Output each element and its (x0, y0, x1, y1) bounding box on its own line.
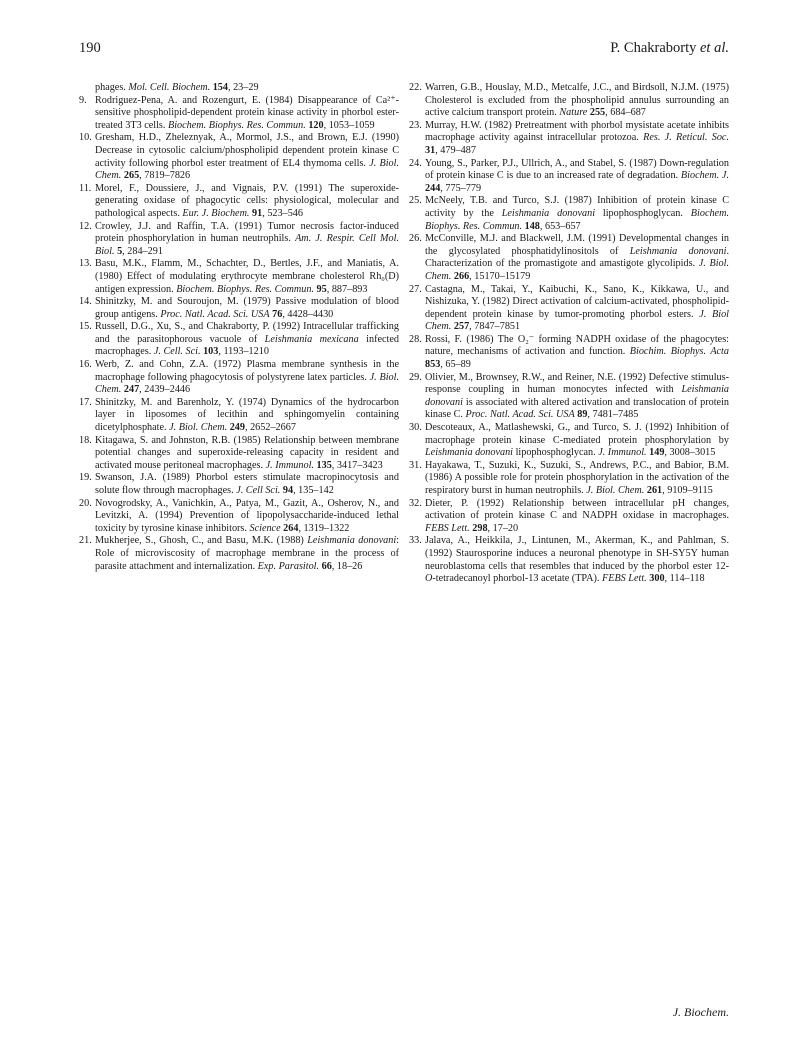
reference-volume: 247 (123, 384, 140, 396)
page-number: 190 (79, 40, 101, 56)
reference-volume: 135 (316, 459, 332, 471)
reference-volume: 853 (425, 359, 441, 371)
reference-italic: Leishmania donovani (425, 447, 514, 459)
reference-number: 13. (79, 258, 92, 270)
reference-text: , 17–20 (487, 522, 519, 534)
reference-italic: J. Biol. Chem. (169, 422, 228, 434)
reference-volume: 66 (321, 560, 332, 572)
reference-number: 31. (409, 459, 422, 471)
reference-entry (79, 183, 399, 221)
reference-text: is associated with altered activation and translocation of protein kinase C. (425, 396, 729, 421)
reference-text: , 2652–2667 (244, 422, 296, 434)
reference-text: , 523–546 (262, 207, 303, 219)
reference-volume: 257 (453, 321, 470, 333)
reference-volume: 120 (308, 119, 324, 131)
reference-text: , 65–89 (440, 359, 471, 371)
reference-volume: 95 (316, 283, 327, 295)
reference-text: Rossi, F. (1986) The O₂⁻ forming NADPH oxidase of the phagocytes: nature, mechanisms of activation and function. (425, 333, 729, 358)
reference-text: Jalava, A., Heikkila, J., Lintunen, M., Akerman, K., and Pahlman, S. (1992) Staurosporine induces a neuronal phenotype in SH-SY5Y human neuroblastoma cells that resembles that induced by the phorbol ester 12- (425, 535, 729, 572)
reference-italic: J. Biol. Chem. (586, 485, 645, 496)
reference-text: , 3417–3423 (331, 459, 383, 471)
references-left-column (79, 82, 399, 586)
reference-text: Gresham, H.D., Zheleznyak, A., Mormol, J.S., and Brown, E.J. (1990) Decrease in cytosolic calcium/phospholipid dependent protein kinase C activity following phorbol ester treatment of EL4 thymoma cells. (95, 132, 399, 169)
reference-text: Warren, G.B., Houslay, M.D., Metcalfe, J.C., and Birdsoll, N.J.M. (1975) Cholesterol is excluded from the phospholipid annulus surrounding an active calcium transport protein. (425, 82, 729, 119)
reference-text: , 15170–15179 (469, 270, 531, 282)
reference-entry (409, 233, 729, 283)
reference-italic: J. Immunol. (265, 459, 314, 471)
reference-text: Morel, F., Doussiere, J., and Vignais, P.V. (1991) The superoxide-generating oxidase of phagocytic cells: physiological, molecular and pathological aspects. (95, 182, 399, 219)
reference-italic: J. Biol. Chem. (95, 157, 400, 182)
reference-number: 19. (79, 472, 92, 484)
reference-text: Werb, Z. and Cohn, Z.A. (1972) Plasma membrane synthesis in the macrophage following phagocytosis of polystyrene latex particles. (95, 359, 399, 383)
reference-text: Olivier, M., Brownsey, R.W., and Reiner, N.E. (1992) Defective stimulus-response coupling in human monocytes infected with (425, 371, 729, 396)
reference-italic: Biochem. J. (680, 170, 729, 182)
reference-text: : Role of microviscosity of macrophage membrane in the process of parasite attachment and internalization. (95, 535, 399, 572)
reference-text: . Characterization of the promastigote and amastigote glycolipids. (425, 245, 729, 270)
reference-text: , 1319–1322 (298, 522, 350, 534)
references-right-column (409, 82, 729, 586)
reference-number: 9. (79, 94, 87, 106)
reference-text: , 3008–3015 (664, 447, 716, 459)
author-name: P. Chakraborty (610, 40, 697, 56)
reference-volume: 255 (589, 107, 606, 119)
reference-entry (79, 535, 399, 573)
reference-number: 24. (409, 157, 422, 169)
reference-entry (409, 460, 729, 498)
reference-volume: 298 (472, 522, 488, 534)
reference-italic: Am. J. Respir. Cell Mol. Biol. (95, 233, 399, 257)
reference-text: Shinitzky, M. and Souroujon, M. (1979) Passive modulation of blood group antigens. (95, 296, 399, 320)
reference-volume: 103 (203, 346, 219, 358)
reference-italic: Proc. Natl. Acad. Sci. USA (465, 409, 575, 421)
reference-text: Rodriguez-Pena, A. and Rozengurt, E. (1984) Disappearance of Ca²⁺-sensitive phospholipid-dependent protein kinase activity in phorbol ester-treated 3T3 cells. (95, 94, 399, 131)
reference-italic: J. Cell. Sci. (153, 346, 201, 358)
reference-volume: 261 (646, 485, 663, 496)
reference-entry (79, 435, 399, 473)
reference-volume: 31 (425, 144, 436, 156)
reference-entry (79, 397, 399, 435)
reference-italic: J. Biol. Chem. (95, 371, 399, 396)
reference-number: 11. (79, 182, 92, 194)
reference-text: Hayakawa, T., Suzuki, K., Suzuki, S., Andrews, P.C., and Babior, B.M. (1986) A possible role for protein phosphorylation in the activation of the respiratory burst in human neutrophils. (425, 459, 729, 496)
reference-entry (409, 535, 729, 585)
reference-text: , 479–487 (435, 144, 476, 156)
reference-number: 28. (409, 333, 422, 345)
reference-entry (79, 498, 399, 536)
reference-number: 18. (79, 434, 92, 446)
reference-italic: FEBS Lett. (602, 573, 647, 585)
reference-entry (79, 95, 399, 133)
reference-italic: J. Biol Chem. (425, 308, 729, 333)
reference-text: , 4428–4430 (282, 308, 334, 320)
reference-number: 32. (409, 497, 422, 509)
reference-text: , 1053–1059 (323, 119, 375, 131)
reference-entry (79, 132, 399, 182)
reference-italic: Biochim. Biophys. Acta (629, 346, 729, 358)
reference-text: Shinitzky, M. and Barenholz, Y. (1974) Dynamics of the hydrocarbon layer in liposomes of lecithin and sphingomyelin containing dicetylphosphate. (95, 396, 399, 434)
reference-italic: Exp. Parasitol. (257, 560, 320, 572)
reference-italic: Biochem. Biophys. Res. Commun. (425, 207, 729, 232)
reference-text: , 135–142 (293, 485, 334, 496)
reference-number: 26. (409, 233, 422, 245)
reference-entry (409, 422, 729, 460)
reference-volume: 89 (577, 409, 588, 421)
reference-number: 30. (409, 422, 422, 434)
reference-italic: Biochem. Biophys. Res. Commun. (176, 283, 314, 295)
journal-footer: J. Biochem. (672, 1005, 729, 1019)
reference-text: McNeely, T.B. and Turco, S.J. (1987) Inhibition of protein kinase C activity by the (425, 195, 729, 219)
reference-entry (409, 120, 729, 158)
reference-entry (409, 158, 729, 196)
reference-italic: J. Immunol. (598, 447, 647, 459)
reference-entry (79, 258, 399, 296)
reference-italic: Leishmania mexicana (264, 333, 359, 345)
reference-entry (79, 82, 399, 95)
running-header (79, 40, 729, 64)
reference-text: , 9109–9115 (662, 485, 713, 496)
reference-entry (409, 334, 729, 372)
reference-number: 25. (409, 195, 422, 207)
reference-volume: 91 (252, 207, 263, 219)
reference-entry (79, 472, 399, 497)
reference-entry (409, 498, 729, 536)
reference-italic: Biochem. Biophys. Res. Commun. (167, 119, 306, 131)
reference-text: Young, S., Parker, P.J., Ullrich, A., and Stabel, S. (1987) Down-regulation of protein kinase C is due to an increased rate of degradation. (425, 157, 729, 182)
reference-number: 15. (79, 321, 92, 333)
reference-italic: Leishmania donovani (425, 384, 729, 408)
reference-italic: Nature (559, 107, 588, 119)
reference-number: 17. (79, 396, 92, 408)
reference-text: , 684–687 (605, 107, 646, 119)
reference-italic: J. Biol. Chem. (425, 258, 730, 282)
reference-text: Murray, H.W. (1982) Pretreatment with phorbol mysistate acetate inhibits macrophage activity against intracellular protozoa. (425, 119, 729, 144)
reference-number: 12. (79, 220, 92, 232)
reference-entry (79, 359, 399, 397)
reference-text: Mukherjee, S., Ghosh, C., and Basu, M.K. (1988) (95, 535, 308, 547)
reference-text: lipophosphoglycan. (595, 207, 691, 219)
reference-number: 21. (79, 535, 92, 547)
reference-text: Kitagawa, S. and Johnston, R.B. (1985) Relationship between membrane potential changes and superoxide-releasing capacity in resident and activated mouse peritoneal macrophages. (95, 434, 399, 471)
reference-volume: 149 (649, 447, 665, 459)
reference-text: , 775–779 (440, 182, 482, 194)
reference-text: , 18–26 (331, 560, 363, 572)
reference-text: Dieter, P. (1992) Relationship between intracellular pH changes, activation of protein kinase C and NADPH oxidase in macrophages. (425, 497, 729, 522)
et-al: et al. (700, 40, 729, 56)
reference-text: Descoteaux, A., Matlashewski, G., and Turco, S. J. (1992) Inhibition of macrophage protein kinase C-mediated protein phosphorylation by (425, 422, 729, 446)
reference-number: 23. (409, 119, 422, 131)
reference-entry (79, 296, 399, 321)
reference-italic: FEBS Lett. (425, 522, 470, 534)
reference-italic: Leishmania donovani (629, 245, 727, 257)
reference-number: 33. (409, 535, 422, 547)
reference-text: , 887–893 (326, 283, 368, 295)
reference-italic: Eur. J. Biochem. (182, 207, 250, 219)
reference-volume: 244 (425, 182, 441, 194)
reference-text: Russell, D.G., Xu, S., and Chakraborty, P. (1992) Intracellular trafficking and the parasitophorous vacuole of (95, 321, 399, 345)
reference-italic: J. Cell Sci. (236, 485, 281, 496)
reference-volume: 154 (212, 82, 228, 93)
reference-italic: Science (249, 522, 281, 534)
reference-italic: Mol. Cell. Biochem. (128, 82, 211, 93)
reference-number: 20. (79, 497, 92, 509)
reference-text: Castagna, M., Takai, Y., Kaibuchi, K., Sano, K., Kikkawa, U., and Nishizuka, Y. (1982) Direct activation of calcium-activated, phospholipid-dependent protein kinase by tumor-promoting phorbol esters. (425, 283, 729, 320)
reference-italic: Proc. Natl. Acad. Sci. USA (160, 308, 270, 320)
references-list (79, 82, 729, 586)
reference-number: 29. (409, 371, 422, 383)
reference-entry (409, 284, 729, 334)
reference-text: , 284–291 (122, 245, 163, 257)
reference-volume: 249 (229, 422, 245, 434)
reference-text: infected macrophages. (95, 333, 399, 358)
reference-volume: 265 (123, 170, 140, 182)
reference-text: phages. (95, 82, 129, 93)
reference-italic: Leishmania donovani (307, 535, 397, 547)
reference-text: , 7481–7485 (587, 409, 639, 421)
reference-text: , 114–118 (664, 573, 705, 585)
reference-text: , 1193–1210 (218, 346, 269, 358)
reference-italic: Leishmania donovani (501, 207, 596, 219)
reference-number: 22. (409, 82, 422, 93)
reference-text: McConville, M.J. and Blackwell, J.M. (1991) Developmental changes in the glycosylated phosphatidylinositols of (425, 233, 729, 257)
reference-text: , 7847–7851 (469, 321, 521, 333)
reference-volume: 5 (117, 245, 123, 257)
reference-volume: 264 (283, 522, 299, 534)
reference-text: , 23–29 (227, 82, 259, 93)
reference-entry (79, 221, 399, 259)
reference-volume: 300 (649, 573, 665, 585)
reference-text: Swanson, J.A. (1989) Phorbol esters stimulate macropinocytosis and solute flow through macrophages. (95, 472, 399, 496)
running-head-authors (610, 40, 729, 57)
reference-text: Novogrodsky, A., Vanichkin, A., Patya, M., Gazit, A., Osherov, N., and Levitzki, A. (1994) Prevention of lipopolysaccharide-induced lethal toxicity by tyrosine kinase inhibitors. (95, 497, 399, 534)
reference-volume: 94 (282, 485, 294, 496)
reference-entry (409, 195, 729, 233)
reference-italic: O (425, 573, 433, 585)
reference-volume: 148 (524, 220, 540, 232)
reference-entry (79, 321, 399, 359)
reference-volume: 76 (272, 308, 283, 320)
reference-number: 10. (79, 132, 92, 144)
reference-text: , 653–657 (539, 220, 581, 232)
reference-entry (409, 82, 729, 120)
reference-italic: Res. J. Reticul. Soc. (643, 132, 729, 144)
reference-text: , 7819–7826 (139, 170, 191, 182)
reference-text: lipophosphoglycan. (513, 447, 599, 459)
reference-text: Crowley, J.J. and Raffin, T.A. (1991) Tumor necrosis factor-induced protein phosphorylation in human neutrophils. (95, 220, 399, 245)
reference-volume: 266 (453, 270, 470, 282)
reference-text: Basu, M.K., Flamm, M., Schachter, D., Bertles, J.F., and Maniatis, A. (1980) Effect of modulating erythrocyte membrane cholesterol Rh₀(D) antigen expression. (95, 258, 399, 295)
reference-number: 14. (79, 296, 92, 308)
reference-number: 16. (79, 359, 92, 371)
reference-entry (409, 372, 729, 422)
reference-text: -tetradecanoyl phorbol-13 acetate (TPA). (432, 573, 602, 585)
reference-text: , 2439–2446 (139, 384, 191, 396)
reference-number: 27. (409, 283, 422, 295)
